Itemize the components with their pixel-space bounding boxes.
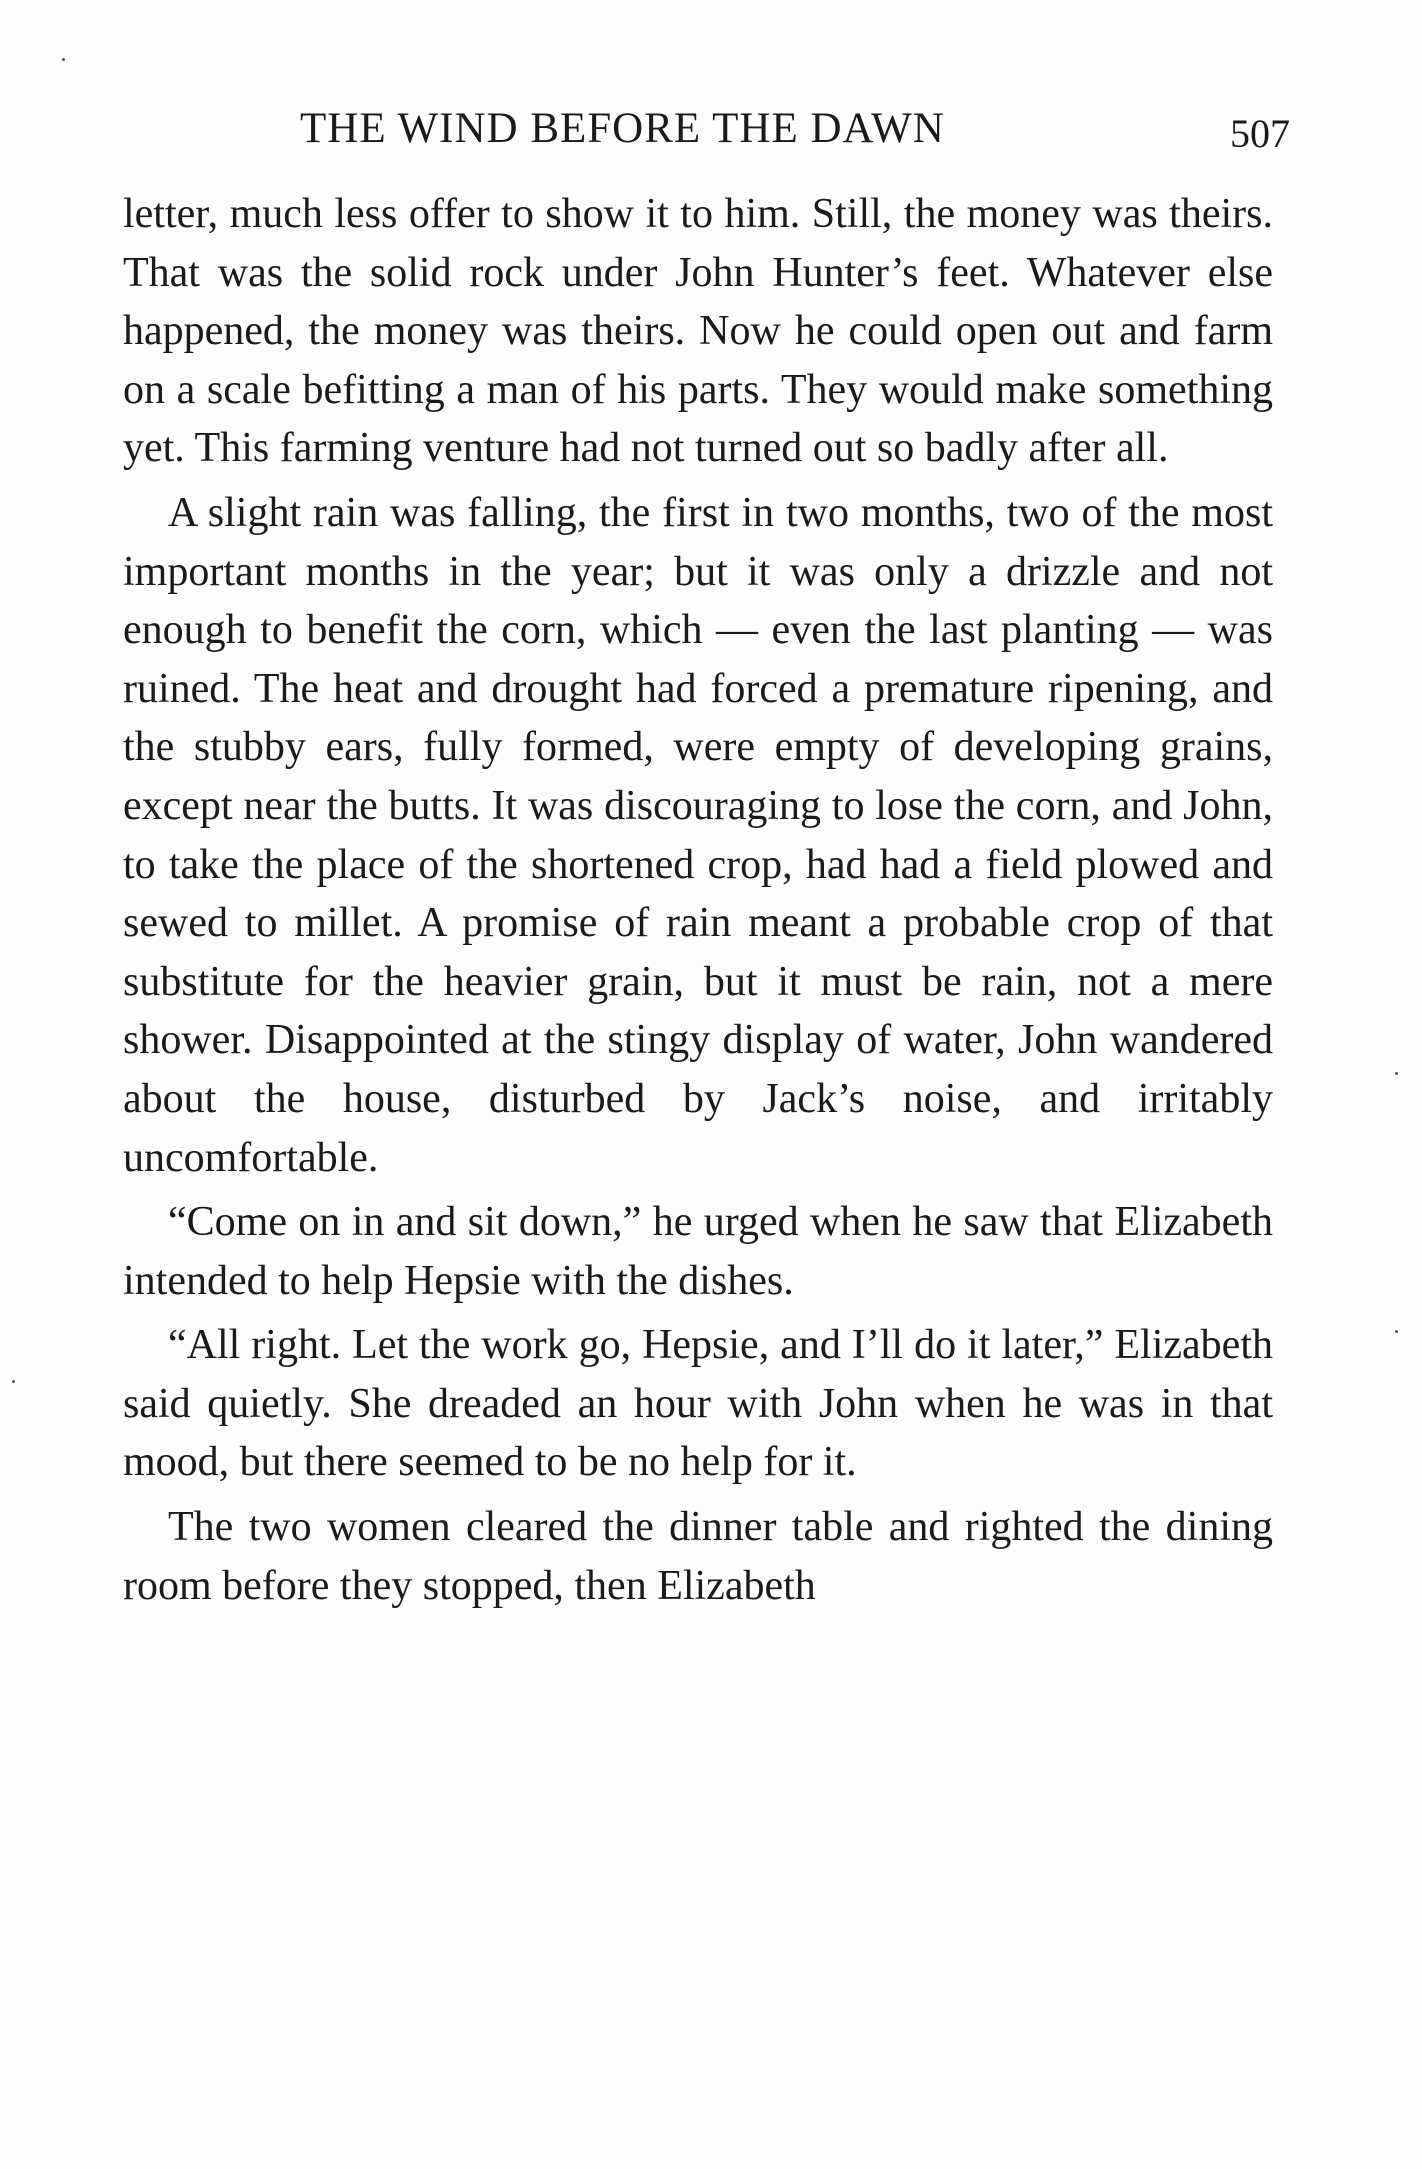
page-number: 507 [1230, 111, 1290, 156]
paragraph-5: The two women cleared the dinner table and righted the dining room before they stopped, then Elizabeth [123, 1504, 1273, 1609]
paragraph-4: “All right. Let the work go, Hepsie, and I’ll do it later,” Elizabeth said quietly. She dreaded an hour with John when he was in that mood, but there seemed to be no help for it. [123, 1322, 1273, 1486]
paragraph-1: letter, much less offer to show it to him. Still, the money was theirs. That was the solid rock under John Hunter’s feet. Whatever else happened, the money was theirs. Now he could open out and farm on a scale befitting a man of his parts. They would make something yet. This farming venture had not turned out so badly after all. [123, 191, 1273, 472]
running-title: THE WIND BEFORE THE DAWN [300, 105, 945, 152]
print-speck [1395, 1330, 1398, 1333]
page-header [122, 104, 1290, 164]
paragraph-2: A slight rain was falling, the first in two months, two of the most important months in the year; but it was only a drizzle and not enough to benefit the corn, which — even the last planting — was ruined. The heat and drought had forced a premature ripening, and the stubby ears, fully formed, were empty of developing grains, except near the butts. It was discouraging to lose the corn, and John, to take the place of the shortened crop, had had a field plowed and sewed to millet. A promise of rain meant a probable crop of that substitute for the heavier grain, but it must be rain, not a mere shower. Disappointed at the stingy display of water, John wandered about the house, disturbed by Jack’s noise, and irritably uncomfortable. [123, 489, 1273, 1181]
body-text [123, 185, 1273, 1615]
paragraph-3: “Come on in and sit down,” he urged when he saw that Elizabeth intended to help Hepsie with the dishes. [123, 1199, 1273, 1304]
print-speck [1395, 1072, 1398, 1075]
print-speck [12, 1380, 15, 1383]
print-speck [62, 58, 65, 61]
